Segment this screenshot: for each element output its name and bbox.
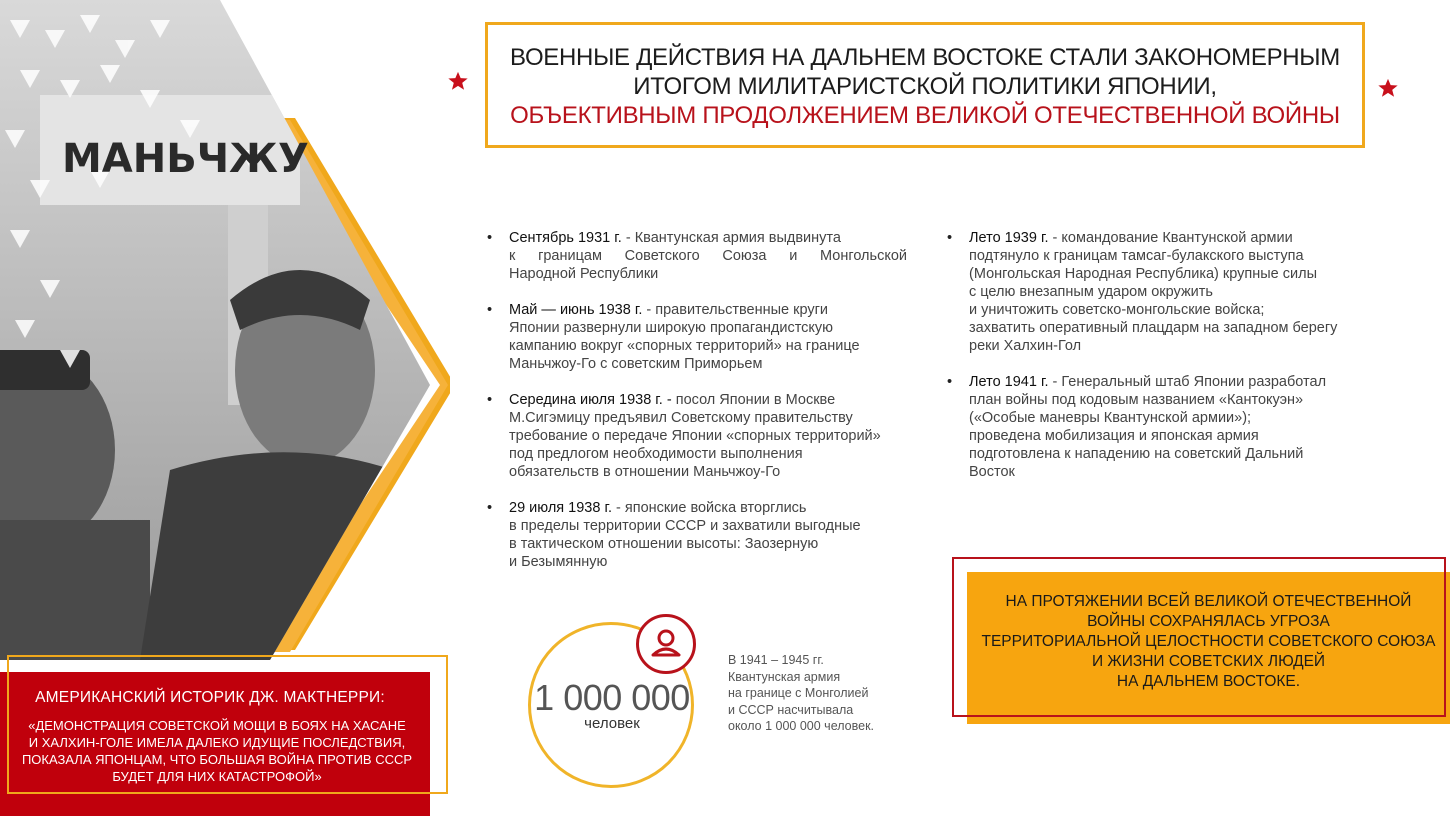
item-text: к границам Советского Союза и Монгольской [509, 248, 907, 264]
item-text: М.Сигэмицу предъявил Советскому правительству [509, 410, 853, 426]
highlight-line: НА ДАЛЬНЕМ ВОСТОКЕ. [1116, 673, 1301, 690]
item-text: план войны под кодовым названием «Кантокуэн» [969, 392, 1304, 408]
title-line-2: ИТОГОМ МИЛИТАРИСТСКОЙ ПОЛИТИКИ ЯПОНИИ, [633, 73, 1217, 100]
quote-line: И ХАЛХИН-ГОЛЕ ИМЕЛА ДАЛЕКО ИДУЩИЕ ПОСЛЕДСТВИЯ, [28, 735, 406, 750]
person-icon [639, 617, 693, 671]
note-line: и СССР насчитывала [728, 702, 854, 717]
bullet-icon: • [947, 374, 953, 390]
item-date: 29 июля 1938 г. [509, 500, 612, 516]
bullet-icon: • [947, 230, 953, 246]
quote-line: ПОКАЗАЛА ЯПОНЦАМ, ЧТО БОЛЬШАЯ ВОЙНА ПРОТИВ СССР [21, 752, 413, 767]
note-line: Квантунская армия [728, 669, 841, 684]
star-icon [1377, 77, 1399, 99]
item-text: проведена мобилизация и японская армия [969, 428, 1259, 444]
quote-line: «ДЕМОНСТРАЦИЯ СОВЕТСКОЙ МОЩИ В БОЯХ НА ХАСАНЕ [28, 718, 406, 733]
item-text: кампанию вокруг «спорных территорий» на границе [509, 338, 860, 354]
timeline-item [947, 373, 1367, 481]
item-text: Восток [969, 464, 1015, 480]
item-text: под предлогом необходимости выполнения [509, 446, 803, 462]
bullet-icon: • [487, 500, 493, 516]
counter-unit: человек [584, 715, 640, 732]
item-text: («Особые маневры Квантунской армии»); [969, 410, 1252, 426]
bullet-icon: • [487, 392, 493, 408]
item-text: требование о передаче Японии «спорных территорий» [509, 428, 881, 444]
star-icon [447, 70, 469, 92]
note-line: около 1 000 000 человек. [728, 719, 875, 733]
item-text: подтянуло к границам тамсаг-булакского выступа [969, 248, 1304, 264]
quote-line: БУДЕТ ДЛЯ НИХ КАТАСТРОФОЙ» [112, 769, 322, 784]
item-date: Лето 1939 г. [969, 230, 1049, 246]
title-box [485, 22, 1365, 148]
quote-heading: АМЕРИКАНСКИЙ ИСТОРИК ДЖ. МАКТНЕРРИ: [35, 689, 385, 706]
item-text: - правительственные круги [646, 302, 829, 318]
timeline-item [487, 229, 907, 283]
counter-note [728, 652, 908, 735]
timeline-item [487, 499, 907, 571]
timeline-item [487, 301, 907, 373]
item-text: и уничтожить советско-монгольские войска; [969, 302, 1265, 318]
note-line: В 1941 – 1945 гг. [728, 653, 824, 667]
item-text: посол Японии в Москве [675, 392, 836, 408]
item-text: подготовлена к нападению на советский Дальний [969, 446, 1304, 462]
counter-value: 1 000 000 [534, 677, 690, 718]
item-text: - командование Квантунской армии [1052, 230, 1293, 246]
item-text: - Квантунская армия выдвинута [625, 230, 841, 246]
item-text: в пределы территории СССР и захватили выгодные [509, 518, 861, 534]
item-text: - Генеральный штаб Японии разработал [1052, 374, 1327, 390]
title-line-3: ОБЪЕКТИВНЫМ ПРОДОЛЖЕНИЕМ ВЕЛИКОЙ ОТЕЧЕСТВЕННОЙ ВОЙНЫ [510, 102, 1340, 129]
item-text: реки Халхин-Гол [969, 338, 1082, 354]
highlight-line: И ЖИЗНИ СОВЕТСКИХ ЛЮДЕЙ [1091, 653, 1326, 670]
highlight-text [967, 592, 1450, 692]
item-date: Лето 1941 г. [969, 374, 1049, 390]
quote-text [8, 717, 426, 785]
person-badge [636, 614, 696, 674]
sign-text: МАНЬЧЖУ [62, 136, 309, 182]
item-text: обязательств в отношении Маньчжоу-Го [509, 464, 781, 480]
item-text: Японии развернули широкую пропагандистскую [509, 320, 834, 336]
item-date: Сентябрь 1931 г. [509, 230, 622, 246]
bullet-icon: • [487, 230, 493, 246]
bullet-icon: • [487, 302, 493, 318]
item-text: в тактическом отношении высоты: Заозерную [509, 536, 819, 552]
item-text: - японские войска вторглись [616, 500, 807, 516]
item-text: и Безымянную [509, 554, 608, 570]
item-text: Маньчжоу-Го с советским Приморьем [509, 356, 763, 372]
item-date: Май — июнь 1938 г. [509, 302, 643, 318]
timeline-item [487, 391, 907, 481]
item-text: с целю внезапным ударом окружить [969, 284, 1213, 300]
item-text: (Монгольская Народная Республика) крупные силы [969, 266, 1317, 282]
highlight-line: ТЕРРИТОРИАЛЬНОЙ ЦЕЛОСТНОСТИ СОВЕТСКОГО СОЮЗА [981, 633, 1436, 650]
timeline-right [947, 229, 1367, 499]
timeline-left [487, 229, 907, 589]
timeline-item [947, 229, 1367, 355]
item-text: захватить оперативный плацдарм на западном берегу [969, 320, 1338, 336]
highlight-line: ВОЙНЫ СОХРАНЯЛАСЬ УГРОЗА [1087, 613, 1330, 630]
item-date: Середина июля 1938 г. - [509, 392, 672, 408]
title-line-1: ВОЕННЫЕ ДЕЙСТВИЯ НА ДАЛЬНЕМ ВОСТОКЕ СТАЛИ ЗАКОНОМЕРНЫМ [510, 44, 1340, 71]
note-line: на границе с Монголией [728, 686, 869, 700]
highlight-line: НА ПРОТЯЖЕНИИ ВСЕЙ ВЕЛИКОЙ ОТЕЧЕСТВЕННОЙ [1005, 593, 1412, 610]
item-text: Народной Республики [509, 266, 659, 282]
